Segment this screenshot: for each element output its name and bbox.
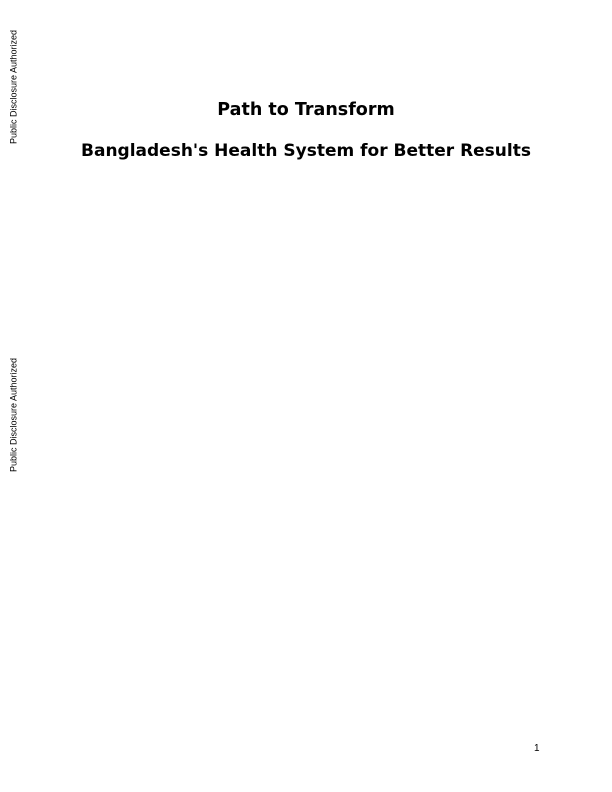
page-number: 1 bbox=[534, 743, 540, 754]
public-disclosure-stamp-text: Public Disclosure Authorized bbox=[8, 29, 19, 145]
public-disclosure-stamp-text: Public Disclosure Authorized bbox=[8, 357, 19, 473]
document-title-line-1: Path to Transform bbox=[217, 100, 395, 120]
document-title-line-2: Bangladesh's Health System for Better Results bbox=[81, 141, 531, 161]
